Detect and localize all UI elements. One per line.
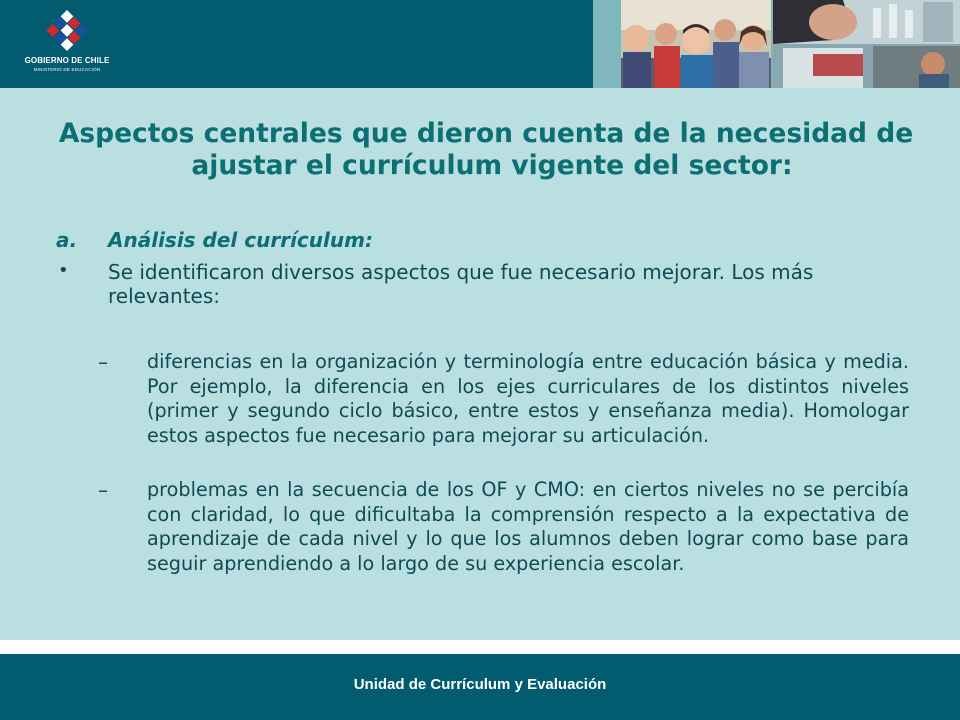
list-item: problemas en la secuencia de los OF y CMO: en ciertos niveles no se percibía con claridad, lo que dificultaba la comprensión respecto a la expectativa de aprendizaje de cada nivel y lo que los alumnos deben lograr como base para seguir aprendiendo a lo largo de su experiencia escolar. — [147, 478, 909, 575]
footer-divider — [0, 640, 960, 654]
logo-ministry-text: MINISTERIO DE EDUCACIÓN — [33, 67, 101, 72]
bullet-text: Se identificaron diversos aspectos que fue necesario mejorar. Los más relevantes: — [108, 260, 814, 308]
item-dash-1: – — [98, 350, 108, 374]
list-item: diferencias en la organización y terminología entre educación básica y media. Por ejemplo, la diferencia en los ejes curriculares de los distintos niveles (primer y segundo ciclo básico, entre estos y enseñanza media). Homologar estos aspectos fue necesario para mejorar su articulación. — [147, 350, 909, 447]
bullet-symbol: • — [58, 260, 69, 281]
title-line-2: ajustar el currículum vigente del sector: — [191, 150, 793, 181]
logo-org-text: GOBIERNO DE CHILE — [24, 56, 110, 65]
section-heading: Análisis del currículum: — [108, 228, 373, 252]
section-marker: a. — [56, 228, 78, 252]
item-dash-2: – — [98, 478, 108, 502]
footer-bar — [0, 654, 960, 720]
footer-text: Unidad de Currículum y Evaluación — [353, 676, 607, 693]
title-line-1: Aspectos centrales que dieron cuenta de la necesidad de — [58, 118, 914, 149]
